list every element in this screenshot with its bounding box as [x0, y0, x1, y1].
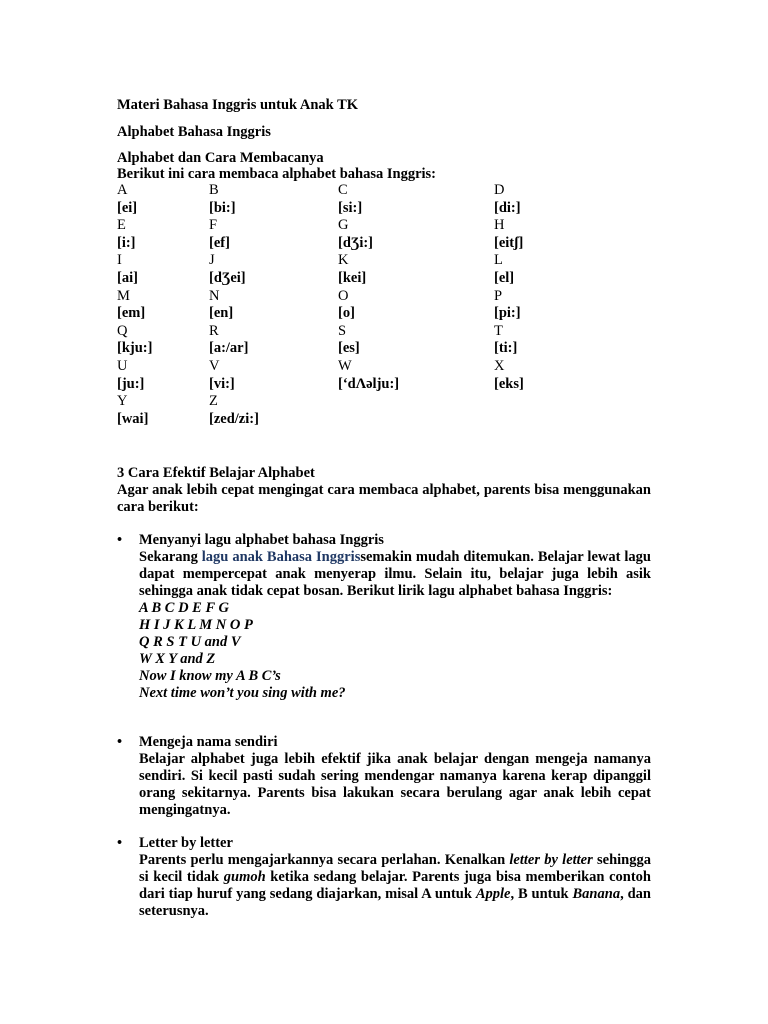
pronunciation-cell: [ei] — [117, 199, 138, 216]
pronunciation-cell: [ju:] — [117, 375, 145, 392]
pronunciation-cell: [ef] — [209, 234, 230, 251]
emphasis-text: Apple — [475, 886, 511, 902]
lyric-line: Q R S T U and V — [139, 634, 241, 650]
section-heading-alphabet: Alphabet Bahasa Inggris — [117, 124, 271, 140]
letter-cell: P — [494, 287, 503, 304]
letter-cell: O — [338, 287, 349, 304]
emphasis-text: gumoh — [223, 869, 266, 885]
pronunciation-cell: [si:] — [338, 199, 363, 216]
letter-cell: R — [209, 322, 219, 339]
letter-cell: K — [338, 252, 349, 269]
pronunciation-cell: [em] — [117, 305, 146, 322]
lyric-line: Next time won’t you sing with me? — [139, 685, 346, 701]
letter-cell: F — [209, 217, 218, 234]
pronunciation-cell: [ti:] — [494, 340, 518, 357]
pronunciation-cell: [dƷei] — [209, 269, 246, 286]
letter-cell: C — [338, 182, 348, 198]
bullet-icon: • — [117, 835, 123, 851]
document-title: Materi Bahasa Inggris untuk Anak TK — [117, 97, 359, 113]
body-text: semakin mudah ditemukan. Belajar lewat lagu dapat mempercepat anak menyerap ilmu. Selain itu, belajar juga lebih asik sehingga anak tidak cepat bosan. Berikut lirik lagu alphabet bahasa Inggris: — [139, 549, 651, 599]
pronunciation-row — [117, 270, 657, 288]
letter-cell: I — [117, 252, 122, 269]
list-item-title: Mengeja nama sendiri — [139, 734, 278, 750]
letter-row — [117, 288, 657, 306]
letter-cell: Q — [117, 322, 128, 339]
letter-cell: N — [209, 287, 220, 304]
body-text: Parents perlu mengajarkannya secara perlahan. Kenalkan — [139, 852, 510, 868]
emphasis-text: Banana — [572, 886, 621, 902]
pronunciation-cell: [eks] — [494, 375, 524, 392]
list-item-title: Menyanyi lagu alphabet bahasa Inggris — [139, 532, 384, 548]
pronunciation-cell: [eitʃ] — [494, 234, 524, 251]
letter-row — [117, 182, 657, 200]
body-text: , dan seterusnya. — [139, 886, 651, 919]
lyrics-block — [139, 600, 651, 702]
tips-intro: Agar anak lebih cepat mengingat cara membaca alphabet, parents bisa menggunakan cara berikut: — [117, 482, 651, 515]
lyric-line: W X Y and Z — [139, 651, 216, 667]
section-heading-tips: 3 Cara Efektif Belajar Alphabet — [117, 465, 315, 481]
pronunciation-row — [117, 235, 657, 253]
letter-cell: E — [117, 217, 126, 234]
letter-cell: H — [494, 217, 505, 234]
letter-cell: G — [338, 217, 349, 234]
letter-row — [117, 252, 657, 270]
letter-cell: Y — [117, 393, 128, 410]
pronunciation-cell: [dƷi:] — [338, 234, 374, 251]
letter-row — [117, 358, 657, 376]
pronunciation-cell: [el] — [494, 269, 515, 286]
lyric-line: H I J K L M N O P — [139, 617, 253, 633]
list-item-body: Belajar alphabet juga lebih efektif jika anak belajar dengan mengeja namanya sendiri. Si kecil pasti sudah sering mendengar namanya karena kerap dipanggil orang sekitarnya. Parents bisa lakukan secara berulang agar anak lebih cepat mengingatnya. — [139, 751, 651, 818]
body-text: sehingga si kecil tidak — [139, 852, 651, 885]
list-item-body — [139, 852, 651, 920]
letter-cell: J — [209, 252, 215, 269]
pronunciation-cell: [bi:] — [209, 199, 236, 216]
letter-row — [117, 323, 657, 341]
pronunciation-cell: [o] — [338, 305, 355, 322]
pronunciation-cell: [kju:] — [117, 340, 153, 357]
pronunciation-cell: [en] — [209, 305, 234, 322]
letter-cell: A — [117, 182, 128, 198]
pronunciation-row — [117, 340, 657, 358]
letter-cell: D — [494, 182, 505, 198]
letter-row — [117, 217, 657, 235]
emphasis-text: letter by letter — [509, 852, 593, 868]
pronunciation-row — [117, 200, 657, 218]
letter-cell: U — [117, 357, 128, 374]
letter-cell: M — [117, 287, 130, 304]
pronunciation-cell: [‘dΛəlju:] — [338, 375, 400, 392]
pronunciation-cell: [zed/zi:] — [209, 410, 259, 427]
list-item-body — [139, 549, 651, 702]
pronunciation-cell: [vi:] — [209, 375, 235, 392]
lyric-line: Now I know my A B C’s — [139, 668, 281, 684]
body-text: , B untuk — [510, 886, 573, 902]
alphabet-table — [117, 182, 657, 428]
letter-cell: B — [209, 182, 219, 198]
bullet-icon: • — [117, 532, 123, 548]
pronunciation-row — [117, 411, 657, 429]
pronunciation-cell: [i:] — [117, 234, 136, 251]
pronunciation-row — [117, 305, 657, 323]
letter-cell: L — [494, 252, 503, 269]
pronunciation-cell: [wai] — [117, 410, 149, 427]
pronunciation-cell: [es] — [338, 340, 360, 357]
pronunciation-cell: [kei] — [338, 269, 367, 286]
bullet-icon: • — [117, 734, 123, 750]
body-text: Sekarang — [139, 549, 202, 565]
body-text: ketika sedang belajar. Parents juga bisa memberikan contoh dari tiap huruf yang sedang diajarkan, misal A untuk — [139, 869, 651, 902]
intro-text: Berikut ini cara membaca alphabet bahasa Inggris: — [117, 166, 437, 182]
letter-row — [117, 393, 657, 411]
letter-cell: V — [209, 357, 220, 374]
letter-cell: S — [338, 322, 347, 339]
pronunciation-row — [117, 376, 657, 394]
pronunciation-cell: [di:] — [494, 199, 521, 216]
letter-cell: W — [338, 357, 352, 374]
section-heading-pronunciation: Alphabet dan Cara Membacanya — [117, 150, 324, 166]
song-link[interactable]: lagu anak Bahasa Inggris — [201, 549, 361, 565]
list-item-title: Letter by letter — [139, 835, 233, 851]
letter-cell: Z — [209, 393, 218, 410]
pronunciation-cell: [pi:] — [494, 305, 521, 322]
pronunciation-cell: [ai] — [117, 269, 138, 286]
letter-cell: X — [494, 357, 505, 374]
pronunciation-cell: [a:/ar] — [209, 340, 249, 357]
lyric-line: A B C D E F G — [139, 600, 229, 616]
letter-cell: T — [494, 322, 503, 339]
